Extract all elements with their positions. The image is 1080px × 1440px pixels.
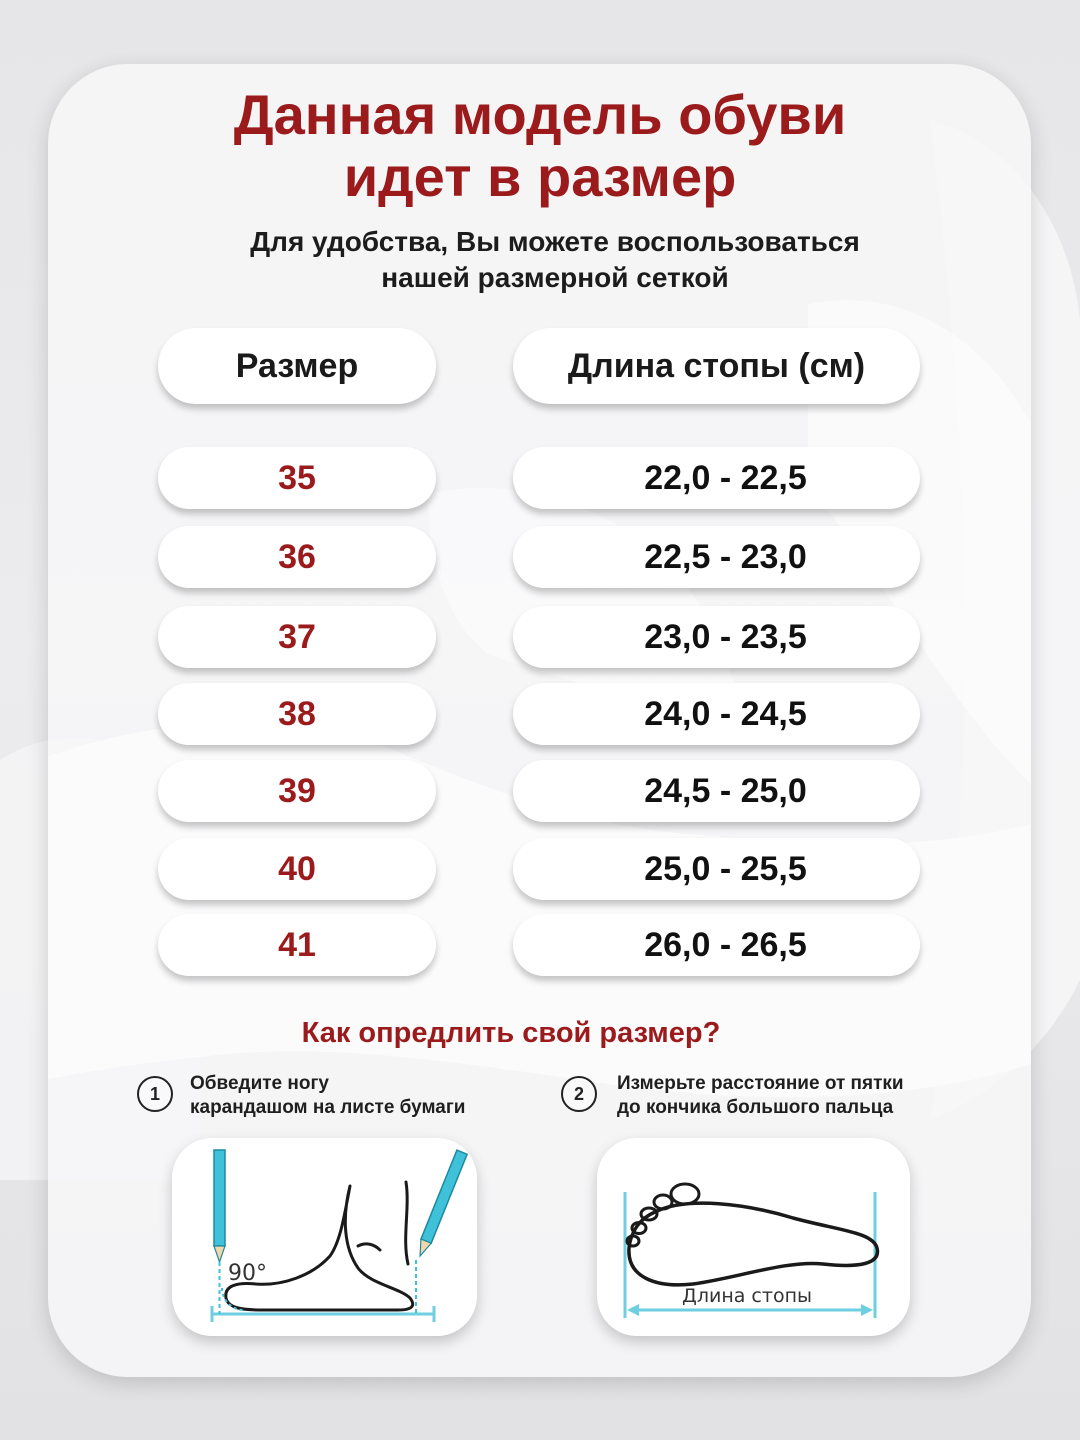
foot-trace-illustration — [172, 1138, 477, 1336]
foot-length-caption: Длина стопы — [681, 1285, 813, 1307]
angle-label: 90° — [228, 1261, 267, 1286]
size-cell-39: 39 — [158, 760, 436, 822]
step-1-text — [190, 1072, 465, 1120]
length-cell-35: 22,0 - 22,5 — [513, 447, 920, 509]
size-cell-37: 37 — [158, 606, 436, 668]
page-subtitle — [0, 224, 1080, 296]
size-cell-35: 35 — [158, 447, 436, 509]
length-cell-41: 26,0 - 26,5 — [513, 914, 920, 976]
size-cell-41: 41 — [158, 914, 436, 976]
length-cell-38: 24,0 - 24,5 — [513, 683, 920, 745]
page-title — [0, 84, 1080, 208]
foot-side-pencil-icon — [172, 1138, 477, 1336]
step-1-number: 1 — [137, 1076, 173, 1112]
foot-sole-icon — [597, 1138, 910, 1336]
column-header-size: Размер — [158, 328, 436, 404]
length-cell-37: 23,0 - 23,5 — [513, 606, 920, 668]
subtitle-line-1: Для удобства, Вы можете воспользоваться — [250, 226, 860, 257]
howto-title: Как опредлить свой размер? — [301, 1017, 721, 1049]
step-2-line-2: до кончика большого пальца — [617, 1097, 894, 1118]
column-header-foot-length: Длина стопы (см) — [513, 328, 920, 404]
length-cell-36: 22,5 - 23,0 — [513, 526, 920, 588]
size-cell-38: 38 — [158, 683, 436, 745]
step-2-number: 2 — [561, 1076, 597, 1112]
step-2-text — [617, 1072, 904, 1120]
size-cell-40: 40 — [158, 838, 436, 900]
title-line-1: Данная модель обуви — [233, 83, 847, 146]
foot-length-illustration — [597, 1138, 910, 1336]
step-2-line-1: Измерьте расстояние от пятки — [617, 1073, 904, 1094]
length-cell-39: 24,5 - 25,0 — [513, 760, 920, 822]
title-line-2: идет в размер — [343, 145, 737, 208]
step-1-line-2: карандашом на листе бумаги — [190, 1097, 466, 1118]
subtitle-line-2: нашей размерной сеткой — [381, 262, 729, 293]
size-cell-36: 36 — [158, 526, 436, 588]
step-1-line-1: Обведите ногу — [190, 1073, 329, 1094]
length-cell-40: 25,0 - 25,5 — [513, 838, 920, 900]
